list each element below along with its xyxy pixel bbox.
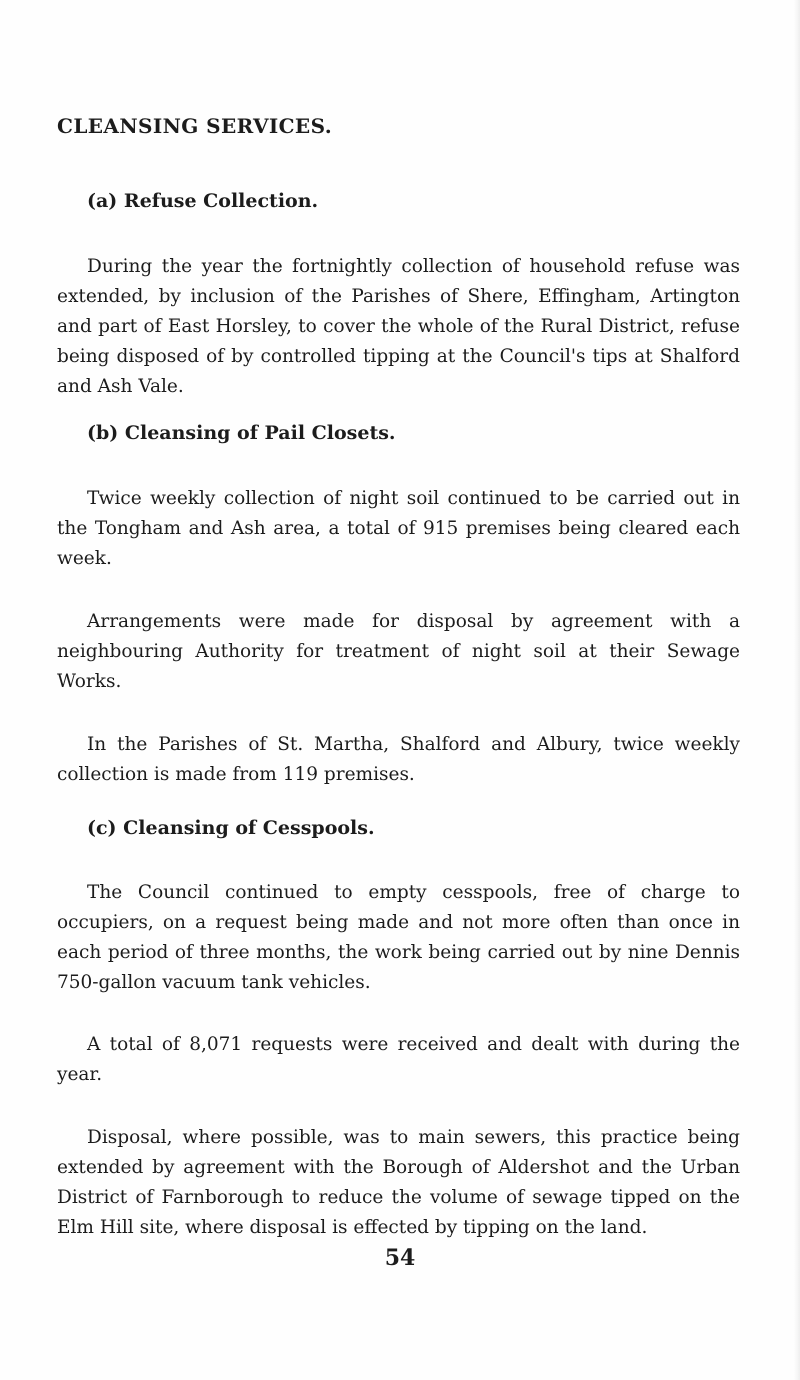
paragraph-disposal-arrangements: Arrangements were made for disposal by agreement with a neighbouring Authority for treatment of night soil at their Sewage Works. bbox=[57, 611, 740, 692]
page-edge-shadow bbox=[794, 0, 800, 1380]
section-heading-refuse-collection: (a) Refuse Collection. bbox=[87, 190, 319, 212]
section-heading-cesspools: (c) Cleansing of Cesspools. bbox=[87, 817, 375, 839]
paragraph-cesspool-emptying: The Council continued to empty cesspools, free of charge to occupiers, on a request being made and not more often than once in each period of three months, the work being carried out by nine Dennis 750-gallon vacuum tank vehicles. bbox=[57, 882, 740, 993]
paragraph-sewage-disposal: Disposal, where possible, was to main sewers, this practice being extended by agreement with the Borough of Aldershot and the Urban District of Farnborough to reduce the volume of sewage tipped on the Elm Hill site, where disposal is effected by tipping on the land. bbox=[57, 1127, 740, 1238]
page-title: CLEANSING SERVICES. bbox=[57, 114, 333, 138]
paragraph-parishes-collection: In the Parishes of St. Martha, Shalford and Albury, twice weekly collection is made from 119 premises. bbox=[57, 734, 740, 785]
paragraph-night-soil-collection: Twice weekly collection of night soil continued to be carried out in the Tongham and Ash area, a total of 915 premises being cleared each week. bbox=[57, 488, 740, 569]
paragraph-refuse-collection: During the year the fortnightly collection of household refuse was extended, by inclusion of the Parishes of Shere, Effingham, Artington and part of East Horsley, to cover the whole of the Rural District, refuse being disposed of by controlled tipping at the Council's tips at Shalford and Ash Vale. bbox=[57, 256, 740, 397]
paragraph-requests-total: A total of 8,071 requests were received and dealt with during the year. bbox=[57, 1034, 740, 1085]
section-heading-pail-closets: (b) Cleansing of Pail Closets. bbox=[87, 422, 396, 444]
page-number: 54 bbox=[384, 1245, 416, 1271]
